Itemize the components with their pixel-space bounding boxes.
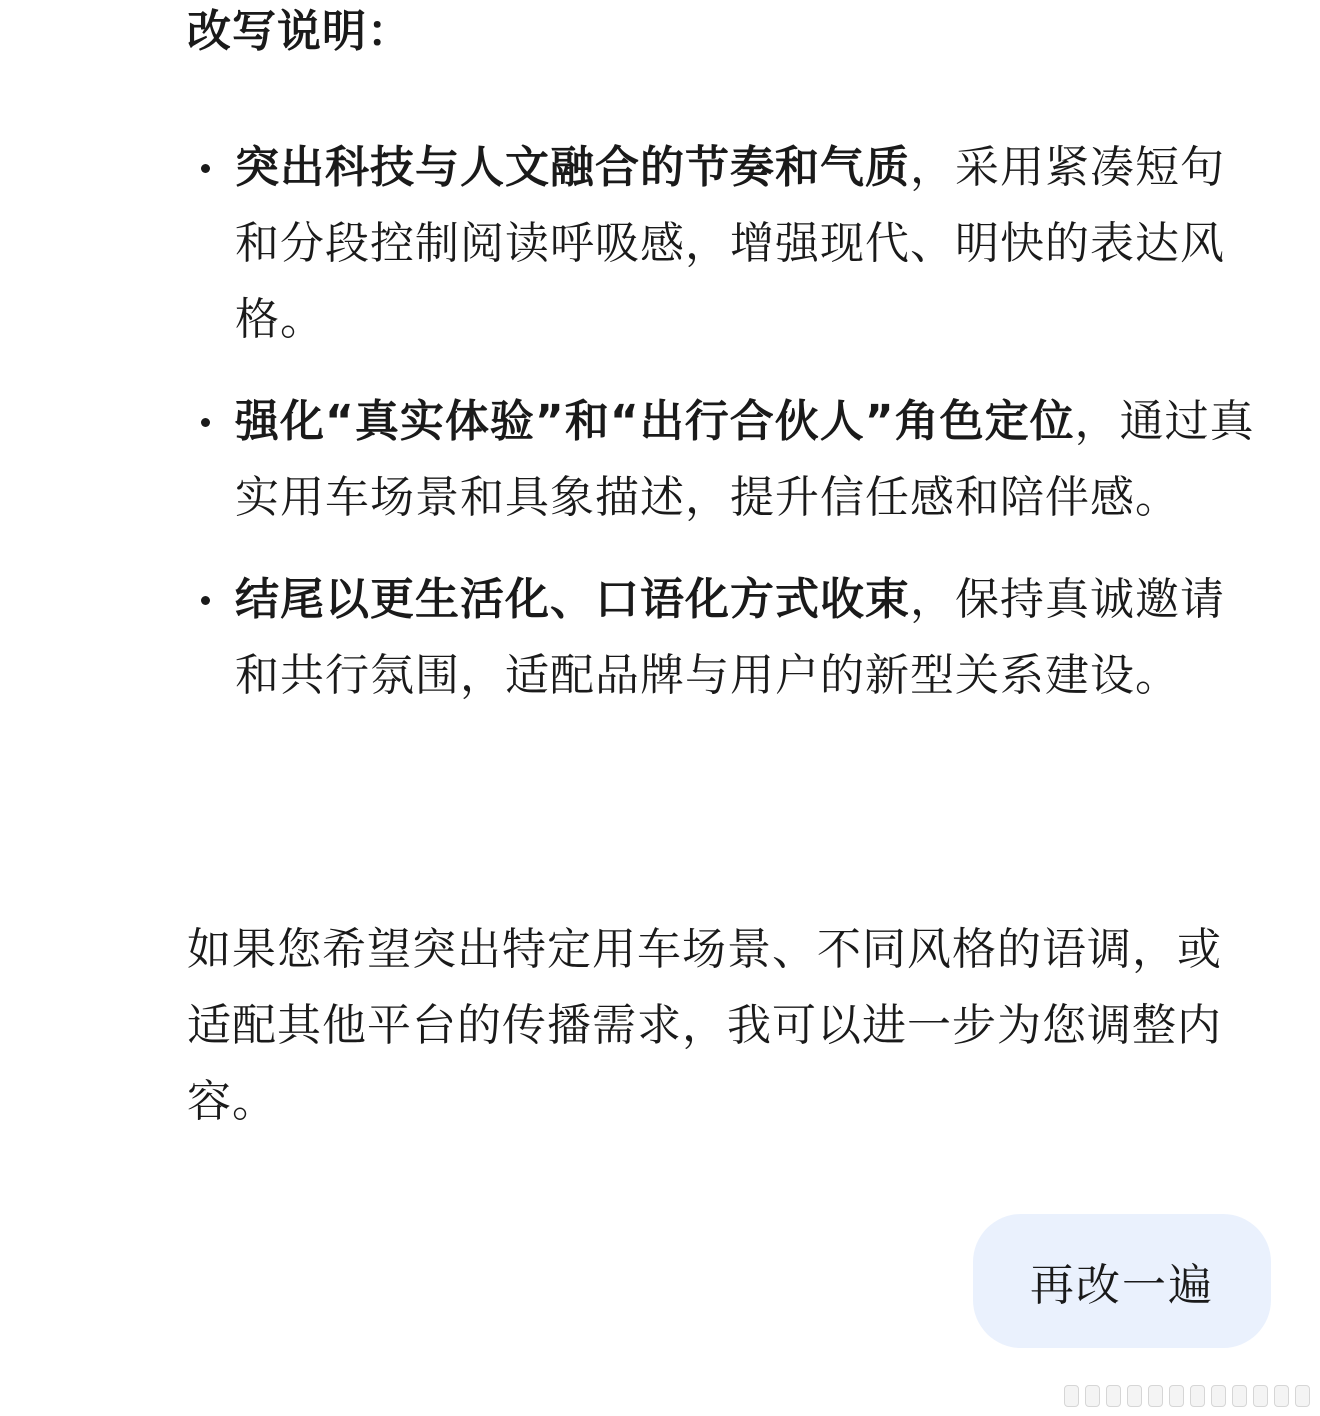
bullet-dot-icon <box>201 596 210 605</box>
list-item <box>187 130 1257 358</box>
bullet-emphasis: 强化“真实体验”和“出行合伙人”角色定位 <box>235 396 1075 447</box>
closing-paragraph: 如果您希望突出特定用车场景、不同风格的语调，或适配其他平台的传播需求，我可以进一步为您调整内容。 <box>187 924 1222 1127</box>
bullet-emphasis: 突出科技与人文融合的节奏和气质 <box>235 142 910 193</box>
rewrite-again-button[interactable]: 再改一遍 <box>973 1214 1271 1348</box>
bullet-text: ，通过真实用车场景和具象描述，提升信任感和陪伴感。 <box>235 396 1255 523</box>
bullet-text: ，保持真诚邀请和共行氛围，适配品牌与用户的新型关系建设。 <box>235 574 1225 701</box>
bullet-dot-icon <box>201 164 210 173</box>
list-item <box>187 562 1257 714</box>
notes-list <box>187 130 1257 740</box>
list-item <box>187 384 1257 536</box>
bullet-emphasis: 结尾以更生活化、口语化方式收束 <box>235 574 910 625</box>
bottom-indicator <box>1064 1385 1310 1405</box>
bullet-text: ，采用紧凑短句和分段控制阅读呼吸感，增强现代、明快的表达风格。 <box>235 142 1225 345</box>
bullet-dot-icon <box>201 418 210 427</box>
notes-heading: 改写说明： <box>187 6 412 57</box>
